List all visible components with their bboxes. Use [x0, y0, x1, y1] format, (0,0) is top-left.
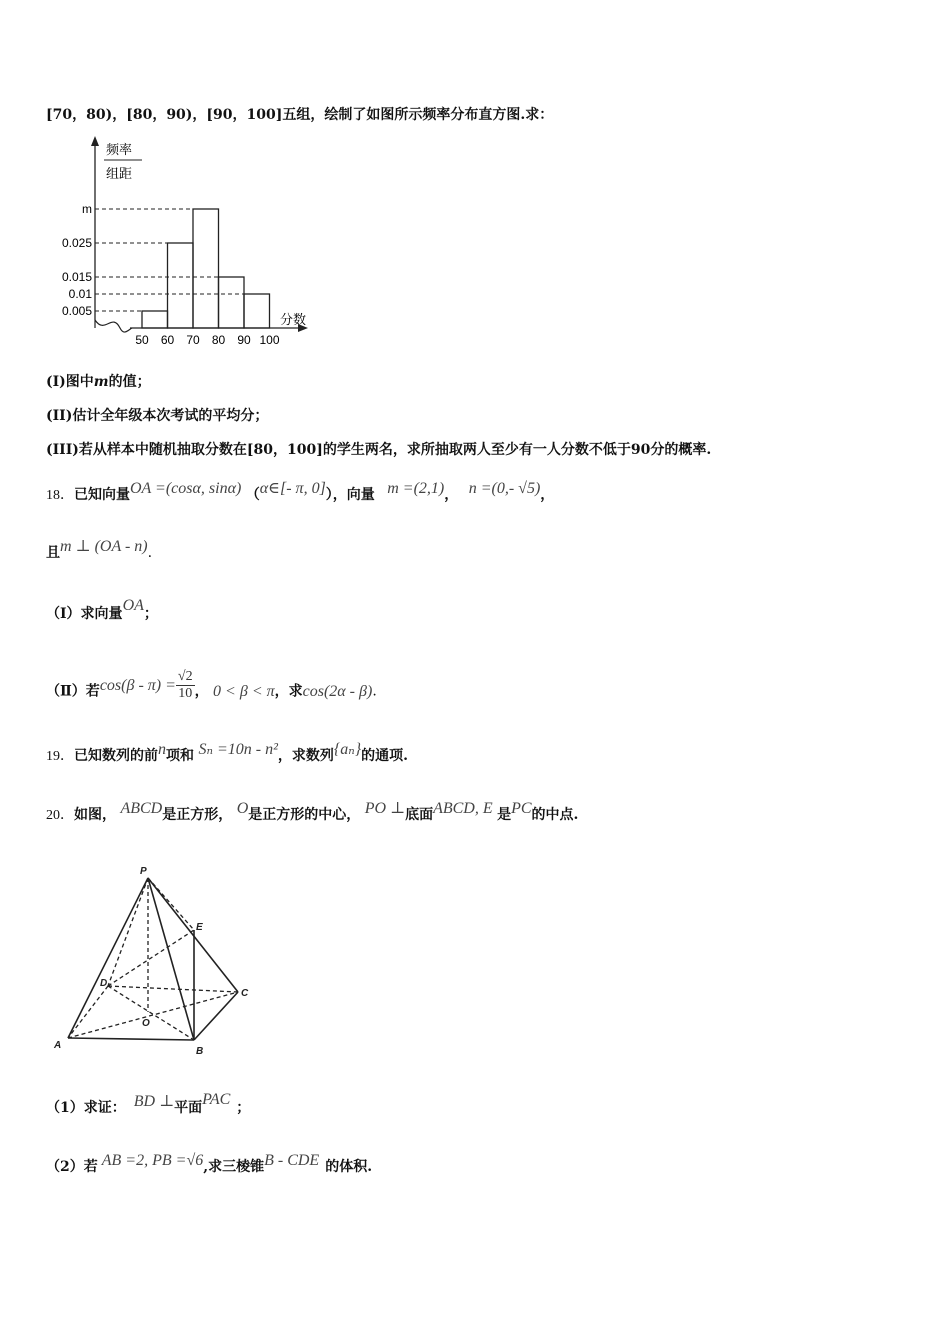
q18-alpha-range: α∈[- π, 0]: [259, 480, 326, 497]
q20-number: 20．: [46, 808, 74, 823]
q20-part2-label: （2）若: [46, 1159, 98, 1175]
histogram-bar: [219, 277, 245, 328]
q18-part1-end: ；: [143, 606, 158, 622]
q20-part2-tetra: B - CDE: [264, 1152, 320, 1169]
label-B: B: [196, 1046, 204, 1057]
q18-comma2: ，: [540, 487, 555, 503]
label-O: O: [142, 1018, 150, 1029]
q20-o: O: [236, 800, 249, 817]
histogram-bar: [142, 311, 168, 328]
q18-condition: [46, 538, 153, 562]
ylabel-bottom: 组距: [106, 166, 133, 181]
q18-comma1: ，: [444, 487, 459, 503]
y-tick-label: 0.005: [61, 304, 92, 318]
q17-part1-suffix: 的值；: [108, 374, 151, 390]
q18-text1: 已知向量: [74, 487, 130, 503]
q20-part1-label: （1）求证：: [46, 1100, 126, 1116]
q20-text2: 是正方形，: [162, 807, 233, 823]
y-tick-label: 0.025: [61, 236, 92, 250]
q19-n: n: [158, 741, 166, 758]
edge-DC: [108, 986, 238, 992]
q18-perp: m ⊥ (OA - n): [60, 538, 148, 555]
segment-DE: [108, 930, 194, 986]
histogram-bar: [193, 209, 219, 328]
intro-text: [70，80)，[80，90)，[90，100]五组，绘制了如图所示频率分布直方图.求：: [46, 107, 554, 123]
q19-number: 19．: [46, 749, 74, 764]
q20-text1: 如图，: [74, 807, 116, 823]
q18-vector-n: n =(0,- √5): [468, 480, 541, 497]
q17-part1-prefix: (I)图中: [46, 374, 94, 390]
x-tick-label: 80: [211, 333, 226, 347]
q20-stem: [46, 800, 579, 824]
q20-abcde: ABCD, E: [433, 800, 493, 817]
y-tick-label: m: [82, 202, 92, 216]
q18-part2-fraction: [176, 669, 195, 702]
q17-part3: (III)若从样本中随机抽取分数在[80，100]的学生两名，求所抽取两人至少有一人分数不低于90分的概率.: [46, 442, 712, 458]
q20-part2: [46, 1152, 373, 1176]
q19-stem: [46, 741, 409, 765]
q17-part1: [46, 371, 151, 391]
y-tick-label: 0.01: [68, 287, 92, 301]
edge-AB: [68, 1038, 194, 1040]
ylabel-top: 频率: [106, 142, 133, 157]
q18-part2-ask: ，求: [274, 683, 303, 700]
q18-vector-m: m =(2,1): [387, 480, 445, 497]
y-axis-arrow: [91, 136, 99, 146]
edge-PC: [148, 878, 238, 992]
q18-part2-label: （Ⅱ）若: [46, 683, 100, 700]
q20-part1-pac: PAC: [202, 1091, 231, 1108]
q20-part1-plane: 平面: [174, 1100, 203, 1116]
x-tick-label: 60: [160, 333, 175, 347]
histogram-bar: [244, 294, 270, 328]
edge-PA: [68, 878, 148, 1038]
label-D: D: [100, 978, 108, 989]
diag-AC: [68, 992, 238, 1038]
q20-part1-end: ；: [236, 1100, 251, 1116]
q18-part2-cos: cos(β - π) =: [99, 676, 176, 694]
q18-part2-target: cos(2α - β): [302, 682, 373, 700]
q18-text2: ），向量: [325, 487, 375, 503]
label-E: E: [196, 922, 203, 933]
q20-part1-bd: BD ⊥: [133, 1093, 175, 1110]
q17-part1-m: m: [93, 374, 109, 390]
q19-text4: 的通项.: [361, 748, 409, 764]
edge-PB: [148, 878, 194, 1040]
q18-part2-sep: ，: [194, 683, 209, 700]
label-A: A: [54, 1040, 62, 1051]
label-C: C: [241, 988, 249, 999]
q20-part2-text: ,求三棱锥: [203, 1159, 265, 1175]
q18-part2-numerator: √2: [177, 669, 193, 684]
y-tick-label: 0.015: [61, 270, 92, 284]
q19-text2: 项和: [166, 748, 194, 764]
q19-text1: 已知数列的前: [74, 748, 158, 764]
edge-DA: [68, 986, 108, 1038]
q20-text6: 的中点.: [531, 807, 579, 823]
q18-part2-range: 0 < β < π: [213, 682, 275, 700]
x-tick-label: 90: [237, 333, 251, 347]
q20-text4: 底面: [405, 807, 434, 823]
q19-text3: ，求数列: [277, 748, 334, 764]
q20-abcd: ABCD: [120, 800, 163, 817]
q20-po: PO ⊥: [364, 800, 406, 817]
q18-part1-oa: OA: [122, 597, 144, 614]
edge-PD: [108, 878, 148, 986]
q20-text3: 是正方形的中心，: [248, 807, 361, 823]
xlabel: 分数: [280, 312, 307, 327]
q19-sn: Sₙ =10n - n²: [198, 741, 278, 758]
x-tick-label: 70: [186, 333, 200, 347]
q20-part2-given: AB =2, PB =√6: [101, 1152, 204, 1169]
x-tick-label: 100: [259, 333, 280, 347]
q18-oa: OA =(cosα, sinα): [130, 480, 242, 497]
label-P: P: [140, 866, 147, 877]
q18-lparen: （: [245, 487, 260, 503]
q18-part2-end: .: [372, 683, 377, 700]
pyramid-figure: [46, 860, 266, 1060]
q17-part2: (II)估计全年级本次考试的平均分；: [46, 408, 269, 424]
axis-break: [95, 320, 132, 332]
q20-part1: [46, 1091, 251, 1117]
q20-part2-end: 的体积.: [325, 1159, 373, 1175]
q18-dot: .: [147, 545, 153, 561]
q19-an: {aₙ}: [333, 741, 362, 758]
q18-part2-denominator: 10: [178, 686, 193, 701]
q18-stem: [46, 480, 555, 504]
q18-part2: [46, 669, 377, 708]
q18-part1: [46, 597, 158, 623]
edge-BC: [194, 992, 238, 1040]
q18-qie: 且: [46, 545, 60, 561]
q18-part1-label: （Ⅰ）求向量: [46, 606, 123, 622]
x-tick-label: 50: [135, 333, 149, 347]
frequency-histogram: [50, 130, 320, 350]
q20-text5: 是: [497, 807, 512, 823]
q18-number: 18．: [46, 488, 74, 503]
histogram-bar: [168, 243, 194, 328]
q20-pc: PC: [511, 800, 532, 817]
